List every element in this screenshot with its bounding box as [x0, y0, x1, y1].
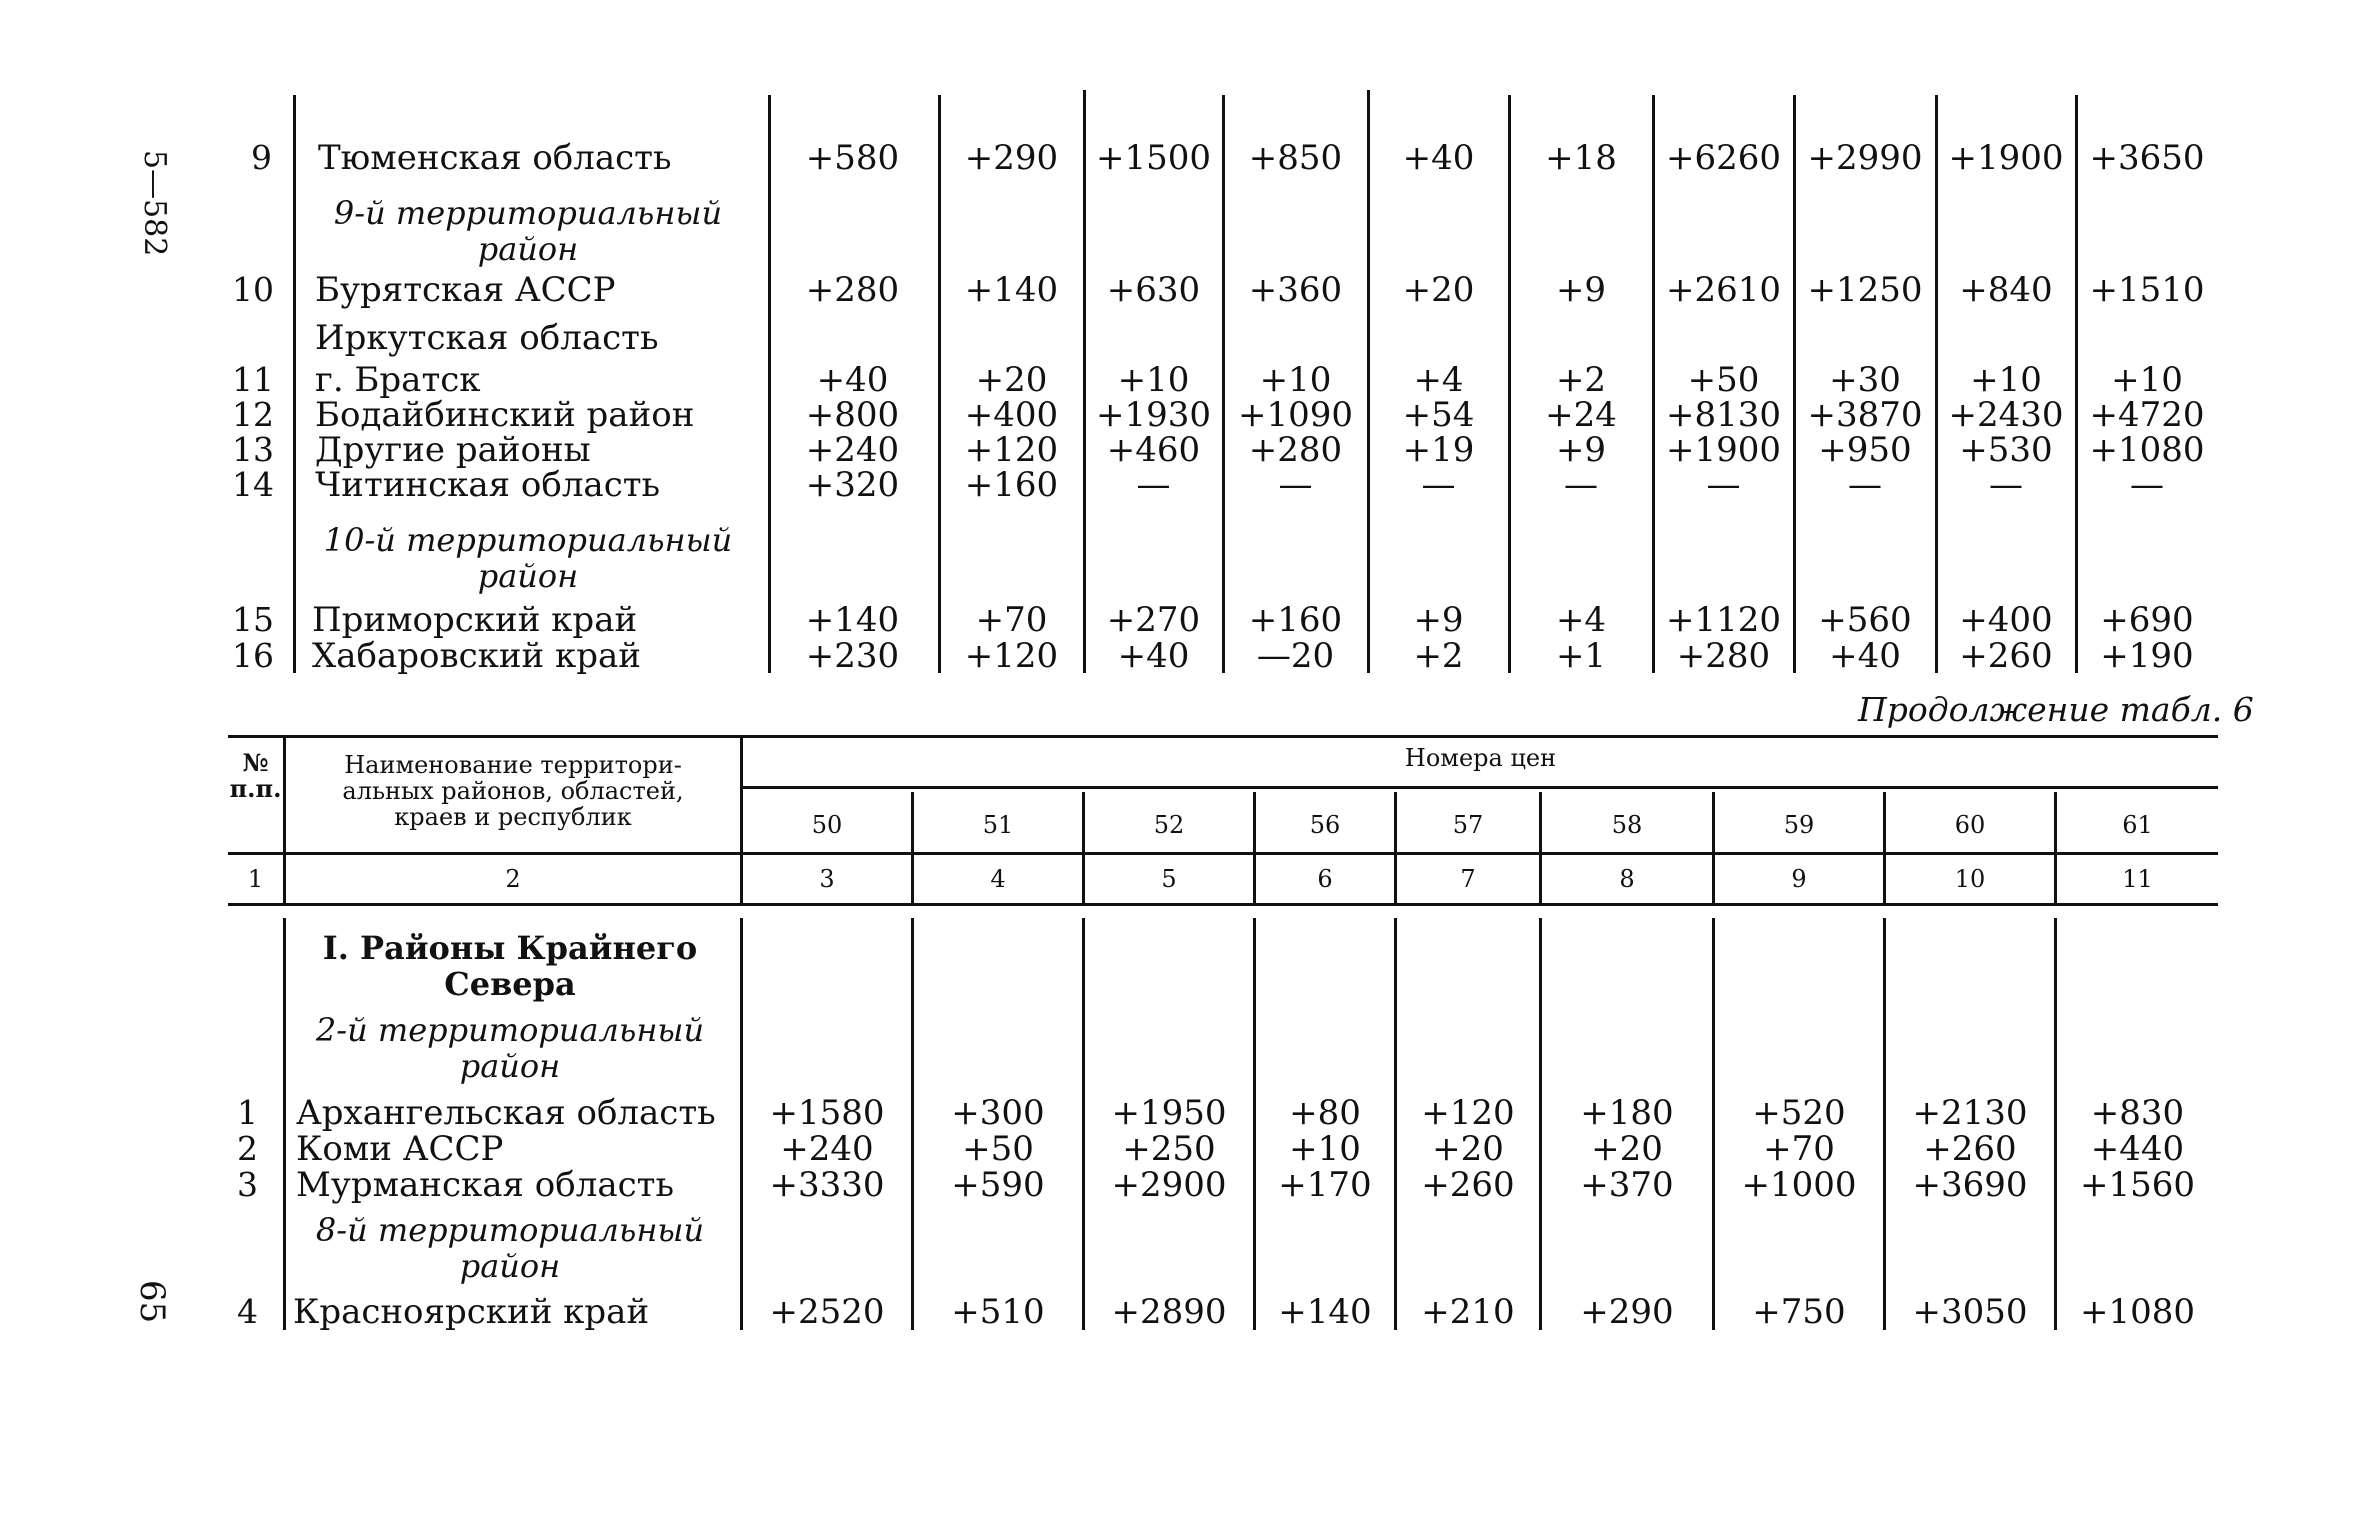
- table-cell: +1950: [1111, 1093, 1227, 1133]
- table-cell: +54: [1402, 395, 1475, 435]
- table-cell: +4720: [2089, 395, 2205, 435]
- table-cell: +230: [805, 636, 900, 676]
- group-label-line2: район: [459, 1247, 561, 1285]
- table-cell: —: [1564, 465, 1598, 505]
- row-number: 3: [237, 1165, 258, 1204]
- column-index-cell: 1: [247, 865, 264, 893]
- table-cell: +9: [1555, 430, 1607, 470]
- column-index-cell: 8: [1619, 865, 1635, 893]
- table-cell: +1090: [1237, 395, 1353, 435]
- table-cell: +460: [1106, 430, 1201, 470]
- table-cell: +1080: [2089, 430, 2205, 470]
- price-number-header: 58: [1611, 811, 1643, 839]
- group-label-line2: район: [459, 1047, 561, 1085]
- table-cell: +40: [1117, 636, 1190, 676]
- header-column-rule: [1539, 792, 1542, 905]
- header-column-rule: [1883, 792, 1886, 905]
- table-cell: +240: [805, 430, 900, 470]
- table-cell: —: [1136, 465, 1171, 505]
- table-cell: +2520: [769, 1292, 885, 1332]
- table-cell: +400: [964, 395, 1059, 435]
- table-cell: +2: [1555, 360, 1607, 400]
- price-number-header: 59: [1783, 811, 1815, 839]
- table-cell: +6260: [1665, 138, 1781, 178]
- num-header: № п.п.: [229, 748, 282, 803]
- table-cell: +1900: [1948, 138, 2064, 178]
- table-cell: +80: [1289, 1093, 1361, 1133]
- column-index-cell: 5: [1161, 865, 1177, 893]
- row-number: 16: [232, 636, 274, 675]
- table-cell: —: [1989, 465, 2023, 505]
- table-cell: +3870: [1807, 395, 1923, 435]
- hdr-rule-num: [283, 735, 286, 905]
- header-column-rule: [911, 792, 914, 905]
- table-cell: +120: [1421, 1093, 1515, 1133]
- row-number: 14: [232, 465, 274, 504]
- header-column-rule: [2054, 792, 2057, 905]
- row-number: 12: [232, 395, 274, 434]
- price-number-header: 52: [1153, 811, 1185, 839]
- table-cell: +10: [1259, 360, 1332, 400]
- section-title-line1: I. Районы Крайнего: [322, 929, 698, 967]
- table-cell: +830: [2090, 1093, 2185, 1133]
- table-cell: —: [1706, 465, 1741, 505]
- table-cell: +520: [1752, 1093, 1846, 1133]
- table-cell: —: [1278, 465, 1313, 505]
- price-number-header: 51: [982, 811, 1014, 839]
- group-label-line1: 10-й территориальный: [323, 521, 733, 559]
- header-bottom-rule: [228, 903, 2218, 906]
- table-cell: —: [1848, 465, 1882, 505]
- table-cell: +50: [1687, 360, 1760, 400]
- top-rule-name: [293, 95, 296, 673]
- column-index-cell: 7: [1460, 865, 1476, 893]
- table-cell: +10: [2111, 360, 2183, 400]
- row-name: Другие районы: [315, 430, 591, 470]
- group-label: [300, 1212, 720, 1284]
- table-cell: +370: [1580, 1165, 1674, 1205]
- row-name: Красноярский край: [293, 1292, 650, 1332]
- table-cell: +2: [1413, 636, 1464, 676]
- header-mid-rule: [228, 852, 2218, 855]
- column-index-cell: 4: [990, 865, 1006, 893]
- table-cell: —: [1421, 465, 1456, 505]
- row-number: 13: [232, 430, 274, 469]
- table-cell: +10: [1117, 360, 1190, 400]
- table-cell: +160: [1248, 600, 1343, 640]
- header-column-rule: [1712, 792, 1715, 905]
- table-cell: +630: [1106, 270, 1201, 310]
- row-number: 1: [237, 1093, 258, 1132]
- table-cell: +360: [1248, 270, 1343, 310]
- group-label: [300, 1012, 720, 1084]
- table-cell: +850: [1248, 138, 1343, 178]
- table-cell: +2610: [1665, 270, 1781, 310]
- table-cell: +3690: [1912, 1165, 2028, 1205]
- table-cell: +1120: [1665, 600, 1781, 640]
- table-cell: +1510: [2089, 270, 2205, 310]
- table-cell: +19: [1402, 430, 1475, 470]
- header-column-rule: [1253, 792, 1256, 905]
- header-top-rule: [228, 735, 2218, 738]
- price-number-header: 61: [2122, 811, 2153, 839]
- row-name: Бурятская АССР: [315, 270, 616, 310]
- column-index-cell: 11: [2122, 865, 2153, 893]
- table-cell: +20: [1432, 1129, 1504, 1169]
- header-column-rule: [1082, 792, 1085, 905]
- table-cell: +440: [2090, 1129, 2185, 1169]
- side-code: 5—582: [137, 150, 172, 257]
- table-cell: +70: [975, 600, 1048, 640]
- row-name: Читинская область: [315, 465, 661, 505]
- group-label-line1: 8-й территориальный: [315, 1211, 705, 1249]
- table-cell: +580: [805, 138, 900, 178]
- table-cell: +270: [1106, 600, 1201, 640]
- column-index-cell: 6: [1317, 865, 1333, 893]
- table-cell: +1560: [2079, 1165, 2195, 1205]
- table-cell: +2900: [1111, 1165, 1227, 1205]
- table-cell: +280: [805, 270, 900, 310]
- table-cell: +530: [1959, 430, 2053, 470]
- table-cell: +1080: [2079, 1292, 2195, 1332]
- table-cell: +10: [1970, 360, 2042, 400]
- table-cell: +690: [2100, 600, 2194, 640]
- table-cell: +24: [1545, 395, 1617, 435]
- table-cell: +2990: [1807, 138, 1923, 178]
- table-cell: +190: [2100, 636, 2194, 676]
- table-cell: +1: [1555, 636, 1607, 676]
- name-header-line: альных районов, областей,: [342, 777, 684, 805]
- table-cell: +210: [1421, 1292, 1515, 1332]
- table-cell: —: [2130, 465, 2164, 505]
- row-number: 2: [237, 1129, 258, 1168]
- table-cell: +140: [964, 270, 1059, 310]
- table-cell: +120: [964, 636, 1059, 676]
- continuation-caption: Продолжение табл. 6: [1858, 690, 2254, 729]
- table-cell: +170: [1278, 1165, 1372, 1205]
- row-name: Тюменская область: [318, 138, 672, 178]
- table-cell: +3050: [1912, 1292, 2028, 1332]
- column-index-cell: 9: [1791, 865, 1807, 893]
- table-cell: +1250: [1807, 270, 1923, 310]
- price-number-header: 60: [1954, 811, 1986, 839]
- table-cell: +800: [805, 395, 900, 435]
- column-index-cell: 2: [505, 865, 521, 893]
- price-number-header: 56: [1309, 811, 1341, 839]
- table-cell: +280: [1676, 636, 1771, 676]
- prices-header: Номера цен: [1404, 744, 1557, 772]
- table-cell: +260: [1923, 1129, 2017, 1169]
- name-header-line: Наименование территори-: [344, 751, 682, 779]
- table-cell: +260: [1421, 1165, 1515, 1205]
- price-number-header: 57: [1452, 811, 1484, 839]
- table-cell: +950: [1818, 430, 1912, 470]
- table-cell: +30: [1829, 360, 1901, 400]
- table-cell: +260: [1959, 636, 2053, 676]
- row-name: Бодайбинский район: [315, 395, 695, 435]
- group-label-line2: район: [477, 557, 579, 595]
- table-cell: +560: [1818, 600, 1912, 640]
- table-cell: +3330: [769, 1165, 885, 1205]
- table-cell: +2890: [1111, 1292, 1227, 1332]
- table-cell: +160: [964, 465, 1059, 505]
- column-index-cell: 3: [819, 865, 835, 893]
- row-name: Коми АССР: [296, 1129, 504, 1169]
- name-header: [288, 752, 738, 830]
- row-name: Хабаровский край: [312, 636, 641, 676]
- table-cell: +320: [805, 465, 900, 505]
- table-cell: +140: [1278, 1292, 1372, 1332]
- header-column-rule: [1394, 792, 1397, 905]
- table-cell: +4: [1413, 360, 1464, 400]
- table-cell: +590: [951, 1165, 1045, 1205]
- table-cell: +2130: [1912, 1093, 2028, 1133]
- table-cell: +4: [1555, 600, 1607, 640]
- name-header-line: краев и республик: [394, 803, 632, 831]
- group-label-line2: район: [477, 230, 579, 268]
- table-cell: +20: [1591, 1129, 1663, 1169]
- table-cell: +50: [962, 1129, 1034, 1169]
- group-label-line1: 2-й территориальный: [315, 1011, 705, 1049]
- table-cell: +250: [1122, 1129, 1216, 1169]
- table-cell: +1000: [1741, 1165, 1857, 1205]
- table-cell: +1900: [1665, 430, 1781, 470]
- table-cell: +840: [1959, 270, 2053, 310]
- table-cell: +120: [964, 430, 1059, 470]
- table-cell: +290: [964, 138, 1059, 178]
- section-title-line2: Севера: [444, 965, 576, 1003]
- table-cell: +10: [1289, 1129, 1361, 1169]
- table-cell: +1580: [769, 1093, 885, 1133]
- table-cell: +40: [1402, 138, 1475, 178]
- table-cell: +300: [951, 1093, 1045, 1133]
- row-name: Приморский край: [312, 600, 638, 640]
- table-cell: +290: [1580, 1292, 1674, 1332]
- table-cell: +18: [1545, 138, 1617, 178]
- row-number: 9: [251, 138, 272, 177]
- table-cell: +140: [805, 600, 900, 640]
- table-cell: +9: [1555, 270, 1607, 310]
- row-number: 4: [237, 1292, 258, 1331]
- table-cell: +40: [1829, 636, 1901, 676]
- table-cell: +3650: [2089, 138, 2205, 178]
- section-title: [300, 930, 720, 1002]
- table-cell: +20: [1402, 270, 1475, 310]
- table-cell: +40: [816, 360, 889, 400]
- group-label: [318, 195, 738, 267]
- group-label-line1: 9-й территориальный: [333, 194, 723, 232]
- subheading: Иркутская область: [315, 318, 659, 358]
- table-cell: +1930: [1095, 395, 1211, 435]
- table-cell: +8130: [1665, 395, 1781, 435]
- column-index-cell: 10: [1954, 865, 1986, 893]
- page-number: 65: [132, 1280, 172, 1324]
- table-cell: +70: [1763, 1129, 1835, 1169]
- row-name: Мурманская область: [296, 1165, 674, 1205]
- table-cell: +20: [975, 360, 1048, 400]
- body-column-rule: [283, 918, 286, 1330]
- group-label: [318, 522, 738, 594]
- row-name: г. Братск: [315, 360, 481, 400]
- row-number: 10: [232, 270, 274, 309]
- price-number-header: 50: [811, 811, 843, 839]
- row-name: Архангельская область: [296, 1093, 716, 1133]
- prices-underline: [743, 786, 2218, 789]
- table-cell: +240: [780, 1129, 874, 1169]
- table-cell: +510: [951, 1292, 1045, 1332]
- table-cell: +2430: [1948, 395, 2064, 435]
- table-cell: +750: [1752, 1292, 1846, 1332]
- row-number: 11: [232, 360, 274, 399]
- table-cell: +400: [1959, 600, 2053, 640]
- row-number: 15: [232, 600, 274, 639]
- table-cell: +180: [1580, 1093, 1674, 1133]
- table-cell: —20: [1256, 636, 1335, 676]
- table-cell: +9: [1413, 600, 1464, 640]
- table-cell: +1500: [1095, 138, 1211, 178]
- table-cell: +280: [1248, 430, 1343, 470]
